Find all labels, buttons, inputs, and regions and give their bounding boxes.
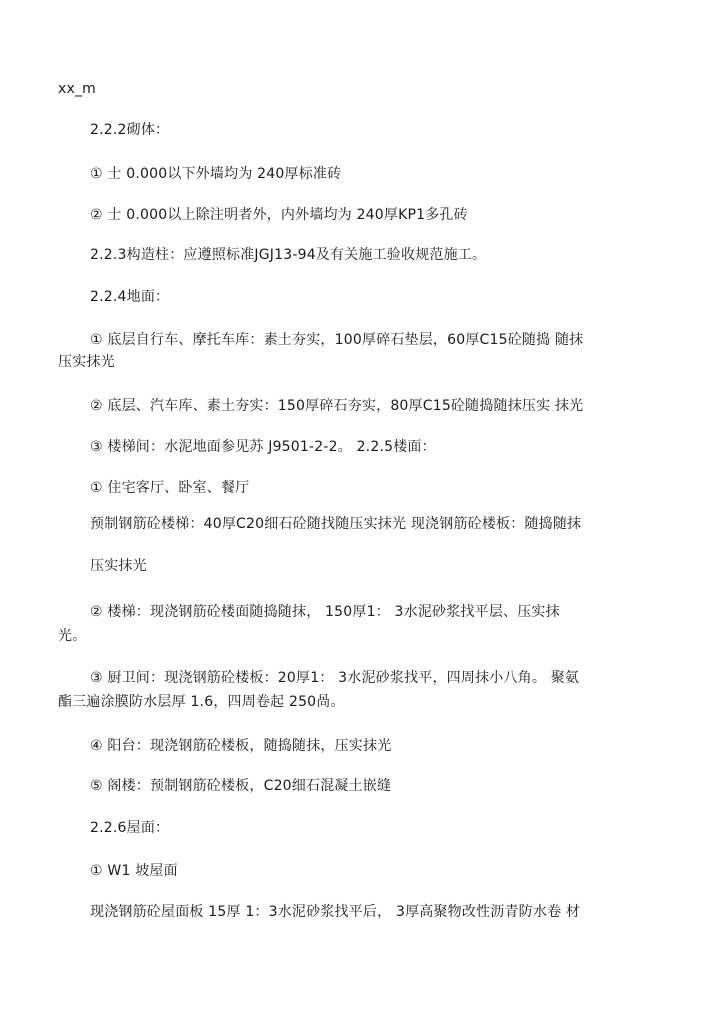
- list-item: ② 底层、汽车库、素土夯实：150厚碎石夯实，80厚C15砼随捣随抹压实 抹光: [90, 398, 584, 414]
- list-item: ① W1 坡屋面: [90, 863, 178, 879]
- list-item: ③ 厨卫间：现浇钢筋砼楼板：20厚1： 3水泥砂浆找平，四周抹小八角。 聚氨: [90, 670, 580, 686]
- section-heading-structural-column: 2.2.3构造柱：应遵照标准JGJ13-94及有关施工验收规范施工。: [90, 247, 487, 263]
- list-item: ② 士 0.000以上除注明者外，内外墙均为 240厚KP1多孔砖: [90, 207, 468, 223]
- list-item-continuation: 酯三遍涂膜防水层厚 1.6，四周卷起 250咼。: [58, 694, 345, 710]
- list-item: ③ 楼梯间：水泥地面参见苏 J9501-2-2。 2.2.5楼面：: [90, 439, 436, 455]
- list-item: ② 楼梯：现浇钢筋砼楼面随捣随抹， 150厚1： 3水泥砂浆找平层、压实抹: [90, 604, 560, 620]
- section-heading-roof: 2.2.6屋面：: [90, 820, 170, 836]
- section-heading-masonry: 2.2.2砌体：: [90, 122, 170, 138]
- header-label: xx_m: [58, 81, 97, 97]
- list-item: ① 住宅客厅、卧室、餐厅: [90, 480, 250, 496]
- paragraph-line: 压实抹光: [90, 558, 147, 574]
- list-item: ④ 阳台：现浇钢筋砼楼板，随捣随抹，压实抹光: [90, 738, 392, 754]
- list-item-continuation: 光。: [58, 628, 87, 644]
- paragraph-line: 现浇钢筋砼屋面板 15厚 1：3水泥砂浆找平后， 3厚高聚物改性沥青防水卷 材: [90, 904, 581, 920]
- list-item-continuation: 压实抹光: [58, 354, 115, 370]
- list-item: ① 士 0.000以下外墙均为 240厚标准砖: [90, 166, 342, 182]
- list-item: ⑤ 阁楼：预制钢筋砼楼板，C20细石混凝土嵌缝: [90, 778, 392, 794]
- paragraph-line: 预制钢筋砼楼梯：40厚C20细石砼随找随压实抹光 现浇钢筋砼楼板：随捣随抹: [90, 516, 582, 532]
- list-item: ① 底层自行车、摩托车库：素土夯实，100厚碎石垫层，60厚C15砼随捣 随抹: [90, 332, 584, 348]
- section-heading-ground: 2.2.4地面：: [90, 289, 170, 305]
